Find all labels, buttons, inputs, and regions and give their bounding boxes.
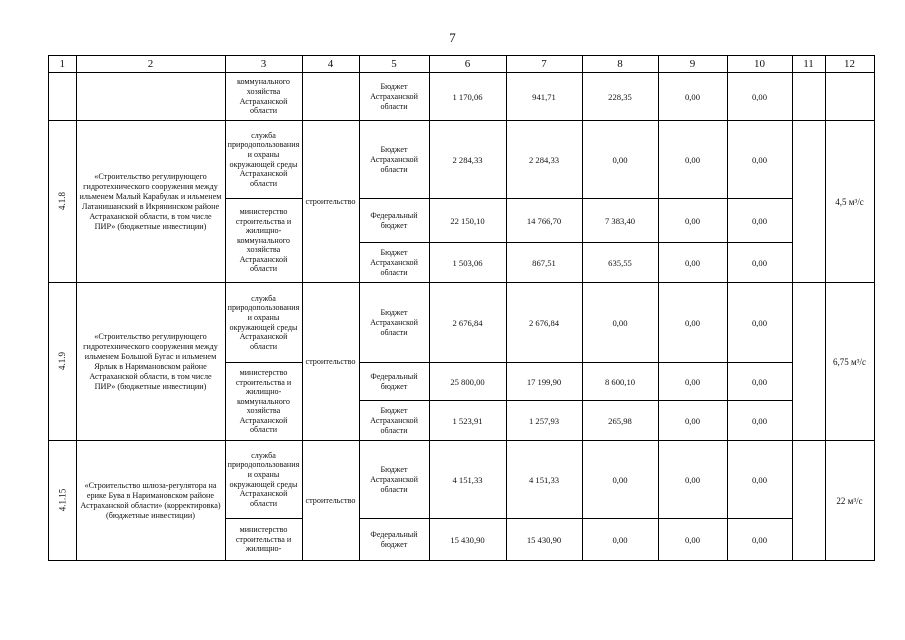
code-cell xyxy=(49,73,77,121)
value-cell: 0,00 xyxy=(582,283,658,363)
value-cell: 7 383,40 xyxy=(582,199,658,243)
value-cell: 228,35 xyxy=(582,73,658,121)
value-cell: 17 199,90 xyxy=(506,363,582,401)
value-cell: 0,00 xyxy=(727,441,792,519)
column-header: 4 xyxy=(302,56,359,73)
value-cell: 0,00 xyxy=(727,199,792,243)
value-cell: 867,51 xyxy=(506,243,582,283)
value-cell: 0,00 xyxy=(658,363,727,401)
project-name-cell: «Строительство регулирующего гидротехнического сооружения между ильменем Малый Карабулак и ильменем Латанишанский в Икрянинском районе Астраханской области, в том числе ПИР» (бюджетные инвестиции) xyxy=(76,121,225,283)
value-cell: 2 676,84 xyxy=(506,283,582,363)
source-cell: Федеральный бюджет xyxy=(359,363,429,401)
value-cell: 8 600,10 xyxy=(582,363,658,401)
capacity-cell: 4,5 м³/с xyxy=(825,121,874,283)
column-header: 8 xyxy=(582,56,658,73)
value-cell: 2 284,33 xyxy=(506,121,582,199)
column-header: 12 xyxy=(825,56,874,73)
work-type-cell: строительство xyxy=(302,283,359,441)
work-type-cell: строительство xyxy=(302,121,359,283)
value-cell: 2 284,33 xyxy=(429,121,506,199)
value-cell: 0,00 xyxy=(658,243,727,283)
value-cell: 15 430,90 xyxy=(506,519,582,561)
value-cell: 1 257,93 xyxy=(506,401,582,441)
table-row xyxy=(49,73,875,121)
code-cell: 4.1.15 xyxy=(49,441,77,561)
capacity-cell: 22 м³/с xyxy=(825,441,874,561)
executor-cell: министерство строительства и жилищно-коммунального хозяйства Астраханской области xyxy=(225,199,302,283)
column-header: 11 xyxy=(792,56,825,73)
column-header: 5 xyxy=(359,56,429,73)
value-cell: 15 430,90 xyxy=(429,519,506,561)
value-cell: 0,00 xyxy=(727,363,792,401)
table-row xyxy=(49,121,875,199)
column-header: 6 xyxy=(429,56,506,73)
value-cell: 0,00 xyxy=(727,519,792,561)
value-cell: 0,00 xyxy=(658,283,727,363)
name-cell xyxy=(76,73,225,121)
value-cell: 0,00 xyxy=(582,121,658,199)
column-header: 10 xyxy=(727,56,792,73)
source-cell: Бюджет Астраханской области xyxy=(359,243,429,283)
column-header: 3 xyxy=(225,56,302,73)
capacity-cell: 6,75 м³/с xyxy=(825,283,874,441)
value-cell: 0,00 xyxy=(727,121,792,199)
value-cell: 265,98 xyxy=(582,401,658,441)
value-cell: 635,55 xyxy=(582,243,658,283)
column-header: 2 xyxy=(76,56,225,73)
table-row xyxy=(49,283,875,363)
work-type-cell: строительство xyxy=(302,441,359,561)
project-name-cell: «Строительство регулирующего гидротехнического сооружения между ильменем Большой Бугас и ильменем Ярлык в Наримановском районе Астраханской области, в том числе ПИР» (бюджетные инвестиции) xyxy=(76,283,225,441)
capacity-cell xyxy=(825,73,874,121)
value-cell: 2 676,84 xyxy=(429,283,506,363)
executor-cell: министерство строительства и жилищно- xyxy=(225,519,302,561)
project-name-cell: «Строительство шлюза-регулятора на ерике Бува в Наримановском районе Астраханской области» (корректировка) (бюджетные инвестиции) xyxy=(76,441,225,561)
empty-cell xyxy=(792,283,825,441)
empty-cell xyxy=(792,121,825,283)
source-cell: Федеральный бюджет xyxy=(359,519,429,561)
executor-cell: служба природопользования и охраны окружающей среды Астраханской области xyxy=(225,121,302,199)
column-number-row xyxy=(49,56,875,73)
column-header: 1 xyxy=(49,56,77,73)
source-cell: Бюджет Астраханской области xyxy=(359,401,429,441)
value-cell: 0,00 xyxy=(658,121,727,199)
value-cell: 0,00 xyxy=(658,441,727,519)
value-cell: 0,00 xyxy=(727,401,792,441)
value-cell: 0,00 xyxy=(658,73,727,121)
type-cell xyxy=(302,73,359,121)
page-number: 7 xyxy=(449,30,456,45)
source-cell: Бюджет Астраханской области xyxy=(359,441,429,519)
source-cell: Бюджет Астраханской области xyxy=(359,283,429,363)
source-cell: Федеральный бюджет xyxy=(359,199,429,243)
value-cell: 0,00 xyxy=(658,519,727,561)
value-cell: 1 523,91 xyxy=(429,401,506,441)
executor-cell: министерство строительства и жилищно-коммунального хозяйства Астраханской области xyxy=(225,363,302,441)
value-cell: 1 503,06 xyxy=(429,243,506,283)
value-cell: 4 151,33 xyxy=(506,441,582,519)
value-cell: 0,00 xyxy=(658,401,727,441)
value-cell: 25 800,00 xyxy=(429,363,506,401)
value-cell: 0,00 xyxy=(727,283,792,363)
code-cell: 4.1.8 xyxy=(49,121,77,283)
source-cell: Бюджет Астраханской области xyxy=(359,73,429,121)
empty-cell xyxy=(792,73,825,121)
value-cell: 0,00 xyxy=(582,441,658,519)
value-cell: 22 150,10 xyxy=(429,199,506,243)
value-cell: 0,00 xyxy=(727,243,792,283)
value-cell: 0,00 xyxy=(658,199,727,243)
column-header: 7 xyxy=(506,56,582,73)
empty-cell xyxy=(792,441,825,561)
value-cell: 1 170,06 xyxy=(429,73,506,121)
source-cell: Бюджет Астраханской области xyxy=(359,121,429,199)
executor-cell: служба природопользования и охраны окружающей среды Астраханской области xyxy=(225,283,302,363)
executor-cell: служба природопользования и охраны окружающей среды Астраханской области xyxy=(225,441,302,519)
executor-cell: коммунального хозяйства Астраханской области xyxy=(225,73,302,121)
table-row xyxy=(49,441,875,519)
code-cell: 4.1.9 xyxy=(49,283,77,441)
value-cell: 14 766,70 xyxy=(506,199,582,243)
column-header: 9 xyxy=(658,56,727,73)
value-cell: 941,71 xyxy=(506,73,582,121)
budget-table xyxy=(48,55,875,561)
value-cell: 4 151,33 xyxy=(429,441,506,519)
value-cell: 0,00 xyxy=(582,519,658,561)
value-cell: 0,00 xyxy=(727,73,792,121)
